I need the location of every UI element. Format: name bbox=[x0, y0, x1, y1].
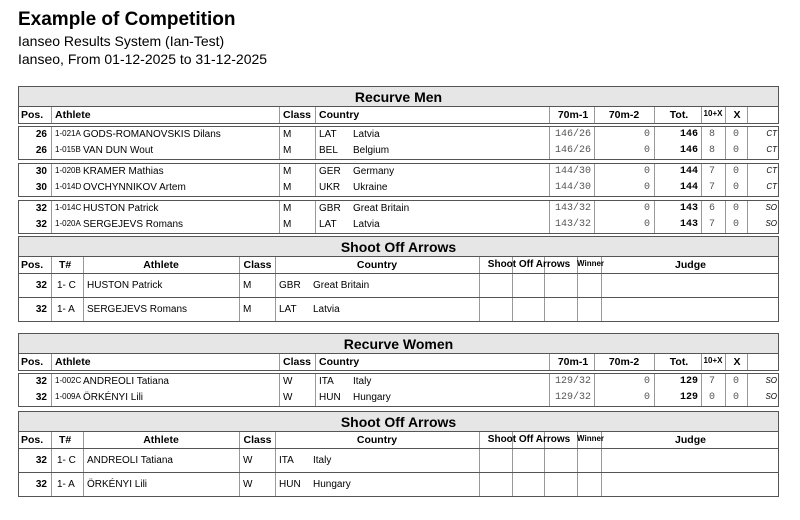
col-shootoff-arrows: Shoot Off Arrows bbox=[487, 259, 571, 270]
total: 143 bbox=[679, 219, 698, 230]
total: 146 bbox=[679, 129, 698, 140]
target-number: 1-021A bbox=[55, 129, 81, 138]
athlete-name: KRAMER Mathias bbox=[83, 166, 164, 177]
column-divider bbox=[654, 107, 655, 123]
class: W bbox=[243, 479, 253, 490]
women-shootoff-header bbox=[18, 432, 779, 449]
total: 144 bbox=[679, 166, 698, 177]
shootoff-row bbox=[18, 449, 779, 473]
target-number: 1-015B bbox=[55, 145, 81, 154]
ten-x-count: 0 bbox=[708, 392, 715, 403]
score-70m-1: 146/26 bbox=[554, 129, 591, 140]
col-70m-1: 70m-1 bbox=[557, 109, 589, 121]
tie-note: SO bbox=[765, 203, 777, 212]
column-divider bbox=[594, 354, 595, 370]
class: M bbox=[283, 182, 292, 193]
column-divider bbox=[51, 354, 52, 370]
column-divider bbox=[512, 473, 513, 496]
page-header bbox=[18, 8, 267, 68]
men-results-table bbox=[18, 107, 779, 234]
column-divider bbox=[51, 432, 52, 448]
column-divider bbox=[601, 298, 602, 321]
target-number: 1-014C bbox=[55, 203, 82, 212]
col-pos: Pos. bbox=[21, 434, 44, 446]
position: 32 bbox=[35, 280, 47, 291]
country-name: Great Britain bbox=[353, 203, 410, 214]
column-divider bbox=[601, 449, 602, 472]
country-name: Latvia bbox=[313, 304, 340, 315]
class: M bbox=[283, 166, 292, 177]
target-number: 1-002C bbox=[55, 376, 82, 385]
col-country: Country bbox=[319, 109, 360, 121]
men-shootoff-table bbox=[18, 257, 779, 322]
col-tot: Tot. bbox=[669, 109, 689, 121]
women-column-header bbox=[18, 354, 779, 371]
position: 26 bbox=[35, 145, 47, 156]
score-70m-1: 143/32 bbox=[554, 203, 591, 214]
col-pos: Pos. bbox=[21, 109, 44, 121]
athlete-name: SERGEJEVS Romans bbox=[87, 304, 188, 315]
score-70m-2: 0 bbox=[643, 145, 650, 156]
col-athlete: Athlete bbox=[55, 356, 91, 368]
column-divider bbox=[479, 274, 480, 297]
column-divider bbox=[512, 298, 513, 321]
ten-x-count: 6 bbox=[708, 203, 715, 214]
score-70m-2: 0 bbox=[643, 219, 650, 230]
athlete-name: ANDREOLI Tatiana bbox=[87, 455, 173, 466]
col-judge: Judge bbox=[675, 259, 706, 271]
score-70m-2: 0 bbox=[643, 182, 650, 193]
total: 144 bbox=[679, 182, 698, 193]
men-section-title: Recurve Men bbox=[18, 86, 779, 107]
col-country: Country bbox=[319, 356, 360, 368]
score-70m-2: 0 bbox=[643, 376, 650, 387]
country-code: ITA bbox=[279, 455, 294, 466]
column-divider bbox=[577, 298, 578, 321]
women-shootoff-title: Shoot Off Arrows bbox=[18, 411, 779, 432]
col-judge: Judge bbox=[675, 434, 706, 446]
column-divider bbox=[544, 298, 545, 321]
column-divider bbox=[275, 274, 276, 297]
col-winner: Winner bbox=[577, 434, 605, 443]
country-code: UKR bbox=[319, 182, 341, 193]
column-divider bbox=[594, 107, 595, 123]
column-divider bbox=[83, 449, 84, 472]
athlete-name: ÖRKÉNYI Lili bbox=[83, 392, 144, 403]
country-code: GBR bbox=[279, 280, 301, 291]
col-winner: Winner bbox=[577, 259, 605, 268]
athlete-name: GODS-ROMANOVSKIS Dilans bbox=[83, 129, 221, 140]
col-70m-1: 70m-1 bbox=[557, 356, 589, 368]
men-tie-group bbox=[18, 163, 779, 197]
target-number: 1-009A bbox=[55, 392, 81, 401]
column-divider bbox=[479, 298, 480, 321]
tie-note: SO bbox=[765, 219, 777, 228]
country-name: Italy bbox=[353, 376, 372, 387]
column-divider bbox=[315, 354, 316, 370]
position: 26 bbox=[35, 129, 47, 140]
column-divider bbox=[51, 107, 52, 123]
column-divider bbox=[654, 354, 655, 370]
target-letter: 1- A bbox=[57, 304, 75, 315]
ten-x-count: 7 bbox=[708, 219, 715, 230]
score-70m-1: 146/26 bbox=[554, 145, 591, 156]
country-code: BEL bbox=[319, 145, 338, 156]
class: W bbox=[283, 392, 293, 403]
col-target: T# bbox=[59, 259, 72, 271]
athlete-row bbox=[19, 374, 778, 390]
column-divider bbox=[747, 354, 748, 370]
country-name: Germany bbox=[353, 166, 395, 177]
position: 32 bbox=[35, 304, 47, 315]
column-divider bbox=[544, 449, 545, 472]
column-divider bbox=[701, 107, 702, 123]
shootoff-row bbox=[18, 298, 779, 322]
col-70m-2: 70m-2 bbox=[608, 356, 640, 368]
col-10x: 10+X bbox=[703, 109, 723, 118]
column-divider bbox=[275, 473, 276, 496]
country-code: GBR bbox=[319, 203, 341, 214]
country-name: Italy bbox=[313, 455, 332, 466]
col-pos: Pos. bbox=[21, 259, 44, 271]
col-shootoff-arrows: Shoot Off Arrows bbox=[487, 434, 571, 445]
column-divider bbox=[239, 298, 240, 321]
col-class: Class bbox=[243, 434, 272, 446]
position: 30 bbox=[35, 166, 47, 177]
country-name: Great Britain bbox=[313, 280, 370, 291]
athlete-row bbox=[19, 164, 778, 180]
x-count: 0 bbox=[732, 129, 739, 140]
country-code: LAT bbox=[319, 219, 337, 230]
country-code: ITA bbox=[319, 376, 334, 387]
position: 32 bbox=[35, 203, 47, 214]
position: 32 bbox=[35, 219, 47, 230]
column-divider bbox=[279, 354, 280, 370]
col-target: T# bbox=[59, 434, 72, 446]
col-tot: Tot. bbox=[669, 356, 689, 368]
athlete-name: HUSTON Patrick bbox=[83, 203, 159, 214]
country-name: Ukraine bbox=[353, 182, 388, 193]
x-count: 0 bbox=[732, 392, 739, 403]
athlete-name: ANDREOLI Tatiana bbox=[83, 376, 169, 387]
column-divider bbox=[83, 274, 84, 297]
target-letter: 1- C bbox=[57, 280, 76, 291]
score-70m-2: 0 bbox=[643, 392, 650, 403]
x-count: 0 bbox=[732, 145, 739, 156]
athlete-row bbox=[19, 201, 778, 217]
column-divider bbox=[701, 354, 702, 370]
athlete-row bbox=[19, 127, 778, 143]
column-divider bbox=[83, 298, 84, 321]
athlete-name: OVCHYNNIKOV Artem bbox=[83, 182, 186, 193]
column-divider bbox=[512, 274, 513, 297]
position: 32 bbox=[35, 455, 47, 466]
column-divider bbox=[479, 473, 480, 496]
athlete-name: ÖRKÉNYI Lili bbox=[87, 479, 148, 490]
athlete-name: HUSTON Patrick bbox=[87, 280, 163, 291]
women-results-table bbox=[18, 354, 779, 407]
column-divider bbox=[725, 354, 726, 370]
men-shootoff-header bbox=[18, 257, 779, 274]
country-code: LAT bbox=[319, 129, 337, 140]
athlete-row bbox=[19, 143, 778, 159]
column-divider bbox=[577, 473, 578, 496]
column-divider bbox=[51, 449, 52, 472]
column-divider bbox=[512, 449, 513, 472]
x-count: 0 bbox=[732, 376, 739, 387]
class: M bbox=[283, 219, 292, 230]
country-code: GER bbox=[319, 166, 341, 177]
col-class: Class bbox=[243, 259, 272, 271]
tie-note: CT bbox=[766, 145, 777, 154]
men-tie-group bbox=[18, 126, 779, 160]
tie-note: CT bbox=[766, 182, 777, 191]
country-code: HUN bbox=[319, 392, 341, 403]
ten-x-count: 8 bbox=[708, 129, 715, 140]
column-divider bbox=[275, 298, 276, 321]
total: 146 bbox=[679, 145, 698, 156]
class: M bbox=[283, 145, 292, 156]
class: M bbox=[243, 280, 252, 291]
x-count: 0 bbox=[732, 182, 739, 193]
column-divider bbox=[51, 298, 52, 321]
country-name: Latvia bbox=[353, 129, 380, 140]
country-name: Latvia bbox=[353, 219, 380, 230]
col-x: X bbox=[733, 109, 741, 121]
column-divider bbox=[577, 449, 578, 472]
target-letter: 1- A bbox=[57, 479, 75, 490]
athlete-name: SERGEJEVS Romans bbox=[83, 219, 184, 230]
col-pos: Pos. bbox=[21, 356, 44, 368]
x-count: 0 bbox=[732, 219, 739, 230]
country-name: Hungary bbox=[353, 392, 391, 403]
column-divider bbox=[725, 107, 726, 123]
column-divider bbox=[544, 473, 545, 496]
col-athlete: Athlete bbox=[55, 109, 91, 121]
column-divider bbox=[601, 473, 602, 496]
class: W bbox=[243, 455, 253, 466]
column-divider bbox=[239, 274, 240, 297]
score-70m-2: 0 bbox=[643, 203, 650, 214]
column-divider bbox=[747, 107, 748, 123]
women-tie-group bbox=[18, 373, 779, 407]
country-code: HUN bbox=[279, 479, 301, 490]
class: M bbox=[243, 304, 252, 315]
column-divider bbox=[275, 449, 276, 472]
column-divider bbox=[51, 257, 52, 273]
women-section-title: Recurve Women bbox=[18, 333, 779, 354]
column-divider bbox=[479, 257, 480, 273]
tie-note: CT bbox=[766, 129, 777, 138]
col-class: Class bbox=[283, 356, 312, 368]
position: 30 bbox=[35, 182, 47, 193]
column-divider bbox=[83, 473, 84, 496]
column-divider bbox=[544, 274, 545, 297]
col-country: Country bbox=[356, 434, 398, 446]
col-70m-2: 70m-2 bbox=[608, 109, 640, 121]
col-country: Country bbox=[356, 259, 398, 271]
column-divider bbox=[549, 107, 550, 123]
column-divider bbox=[239, 449, 240, 472]
athlete-row bbox=[19, 390, 778, 406]
x-count: 0 bbox=[732, 203, 739, 214]
system-name: Ianseo Results System (Ian-Test) bbox=[18, 33, 225, 49]
target-number: 1-020A bbox=[55, 219, 81, 228]
athlete-row bbox=[19, 180, 778, 196]
column-divider bbox=[315, 107, 316, 123]
score-70m-2: 0 bbox=[643, 129, 650, 140]
col-athlete: Athlete bbox=[143, 434, 179, 446]
men-tie-group bbox=[18, 200, 779, 234]
men-column-header bbox=[18, 107, 779, 124]
date-range: Ianseo, From 01-12-2025 to 31-12-2025 bbox=[18, 51, 268, 67]
tie-note: SO bbox=[765, 392, 777, 401]
target-number: 1-020B bbox=[55, 166, 81, 175]
total: 143 bbox=[679, 203, 698, 214]
country-name: Hungary bbox=[313, 479, 351, 490]
col-class: Class bbox=[283, 109, 312, 121]
shootoff-row bbox=[18, 274, 779, 298]
col-athlete: Athlete bbox=[143, 259, 179, 271]
column-divider bbox=[239, 473, 240, 496]
class: M bbox=[283, 129, 292, 140]
position: 32 bbox=[35, 376, 47, 387]
score-70m-1: 144/30 bbox=[554, 166, 591, 177]
tie-note: CT bbox=[766, 166, 777, 175]
score-70m-1: 144/30 bbox=[554, 182, 591, 193]
score-70m-1: 129/32 bbox=[554, 376, 591, 387]
ten-x-count: 8 bbox=[708, 145, 715, 156]
x-count: 0 bbox=[732, 166, 739, 177]
col-x: X bbox=[733, 356, 741, 368]
ten-x-count: 7 bbox=[708, 182, 715, 193]
country-code: LAT bbox=[279, 304, 297, 315]
total: 129 bbox=[679, 392, 698, 403]
col-10x: 10+X bbox=[703, 356, 723, 365]
athlete-row bbox=[19, 217, 778, 233]
country-name: Belgium bbox=[353, 145, 390, 156]
ten-x-count: 7 bbox=[708, 376, 715, 387]
target-number: 1-014D bbox=[55, 182, 82, 191]
class: W bbox=[283, 376, 293, 387]
column-divider bbox=[279, 107, 280, 123]
column-divider bbox=[549, 354, 550, 370]
score-70m-1: 129/32 bbox=[554, 392, 591, 403]
target-letter: 1- C bbox=[57, 455, 76, 466]
total: 129 bbox=[679, 376, 698, 387]
class: M bbox=[283, 203, 292, 214]
column-divider bbox=[479, 432, 480, 448]
column-divider bbox=[51, 274, 52, 297]
competition-title: Example of Competition bbox=[18, 9, 236, 30]
position: 32 bbox=[35, 392, 47, 403]
position: 32 bbox=[35, 479, 47, 490]
column-divider bbox=[577, 274, 578, 297]
athlete-name: VAN DUN Wout bbox=[83, 145, 154, 156]
column-divider bbox=[51, 473, 52, 496]
men-shootoff-title: Shoot Off Arrows bbox=[18, 236, 779, 257]
tie-note: SO bbox=[765, 376, 777, 385]
column-divider bbox=[479, 449, 480, 472]
shootoff-row bbox=[18, 473, 779, 497]
ten-x-count: 7 bbox=[708, 166, 715, 177]
score-70m-1: 143/32 bbox=[554, 219, 591, 230]
women-shootoff-table bbox=[18, 432, 779, 497]
column-divider bbox=[601, 274, 602, 297]
score-70m-2: 0 bbox=[643, 166, 650, 177]
